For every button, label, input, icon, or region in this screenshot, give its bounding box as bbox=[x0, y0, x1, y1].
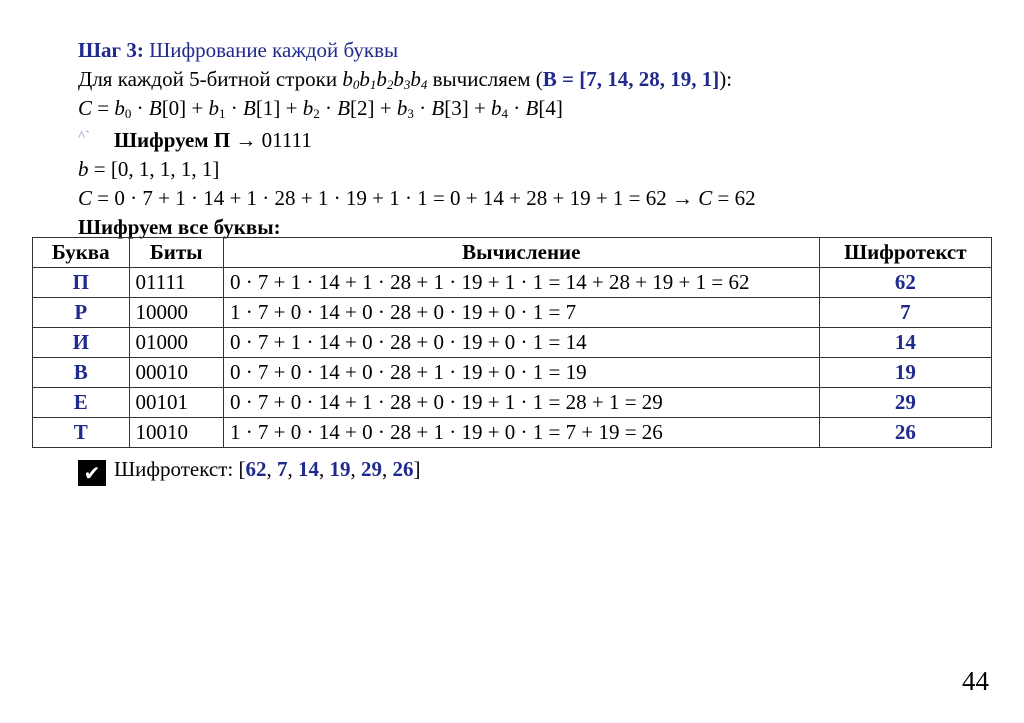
row-bits: 00010 bbox=[129, 358, 223, 388]
row-bits: 10000 bbox=[129, 298, 223, 328]
table-row bbox=[33, 328, 992, 358]
result-value: 26 bbox=[392, 457, 414, 481]
row-cipher: 7 bbox=[819, 298, 991, 328]
row-calc: 1 · 7 + 0 · 14 + 0 · 28 + 0 · 19 + 0 · 1 = 7 bbox=[223, 298, 819, 328]
row-bits: 10010 bbox=[129, 418, 223, 448]
result-value: 29 bbox=[361, 457, 383, 481]
row-letter: П bbox=[33, 268, 130, 298]
step-label: Шаг 3: bbox=[78, 38, 144, 62]
key-vector: B = [7, 14, 28, 19, 1] bbox=[542, 67, 720, 91]
row-cipher: 19 bbox=[819, 358, 991, 388]
table-row bbox=[33, 388, 992, 418]
row-letter: В bbox=[33, 358, 130, 388]
cipher-table bbox=[32, 237, 992, 448]
example-title: Шифруем П bbox=[114, 128, 231, 152]
ciphertext-result: ✔ Шифротекст: [62, 7, 14, 19, 29, 26] bbox=[78, 454, 421, 486]
row-bits: 00101 bbox=[129, 388, 223, 418]
example-c-calc: C = 0 · 7 + 1 · 14 + 1 · 28 + 1 · 19 + 1 · 1 = 0 + 14 + 28 + 19 + 1 = 62 → C = 62 bbox=[78, 186, 756, 210]
result-label: Шифротекст: [ bbox=[114, 457, 246, 481]
check-icon: ✔ bbox=[78, 460, 106, 486]
example-bits: → 01111 bbox=[230, 128, 312, 152]
row-bits: 01000 bbox=[129, 328, 223, 358]
table-row bbox=[33, 358, 992, 388]
row-letter: Р bbox=[33, 298, 130, 328]
bit-string-notation: $b_0b_1b_2b_3b_4$ bbox=[342, 67, 428, 92]
row-calc: 1 · 7 + 0 · 14 + 0 · 28 + 1 · 19 + 0 · 1 = 7 + 19 = 26 bbox=[223, 418, 819, 448]
row-calc: 0 · 7 + 0 · 14 + 0 · 28 + 1 · 19 + 0 · 1 = 19 bbox=[223, 358, 819, 388]
table-row bbox=[33, 418, 992, 448]
row-bits: 01111 bbox=[129, 268, 223, 298]
table-header-row bbox=[33, 238, 992, 268]
page-number: 44 bbox=[962, 666, 989, 696]
header-bits: Биты bbox=[129, 238, 223, 268]
row-calc: 0 · 7 + 1 · 14 + 1 · 28 + 1 · 19 + 1 · 1 = 14 + 28 + 19 + 1 = 62 bbox=[223, 268, 819, 298]
step-heading bbox=[78, 36, 998, 65]
row-cipher: 29 bbox=[819, 388, 991, 418]
row-cipher: 62 bbox=[819, 268, 991, 298]
row-cipher: 14 bbox=[819, 328, 991, 358]
row-cipher: 26 bbox=[819, 418, 991, 448]
result-value: 19 bbox=[329, 457, 351, 481]
table-row bbox=[33, 298, 992, 328]
intro-text-after: вычисляем ( bbox=[427, 67, 543, 91]
result-value: 62 bbox=[245, 457, 267, 481]
cipher-formula: $C = b_0 \cdot B[0] + b_1 \cdot B[1] + b_2 \cdot B[2] + b_3 \cdot B[3] + b_4 \cdot B[4]$ bbox=[78, 96, 563, 121]
header-cipher: Шифротекст bbox=[819, 238, 991, 268]
result-value: 14 bbox=[298, 457, 320, 481]
intro-text-end: ): bbox=[719, 67, 733, 91]
all-letters-title: Шифруем все буквы: bbox=[78, 215, 281, 239]
example-b-vector: b = [0, 1, 1, 1, 1] bbox=[78, 157, 220, 181]
result-close: ] bbox=[413, 457, 421, 481]
row-letter: Т bbox=[33, 418, 130, 448]
row-letter: Е bbox=[33, 388, 130, 418]
example-heading bbox=[78, 123, 998, 155]
row-calc: 0 · 7 + 1 · 14 + 0 · 28 + 0 · 19 + 0 · 1 = 14 bbox=[223, 328, 819, 358]
header-letter: Буква bbox=[33, 238, 130, 268]
table-row bbox=[33, 268, 992, 298]
intro-line bbox=[78, 65, 998, 94]
result-value: 7 bbox=[277, 457, 288, 481]
row-letter: И bbox=[33, 328, 130, 358]
step-title: Шифрование каждой буквы bbox=[143, 38, 399, 62]
slide-content bbox=[78, 36, 998, 242]
intro-text: Для каждой 5-битной строки bbox=[78, 67, 343, 91]
row-calc: 0 · 7 + 0 · 14 + 1 · 28 + 0 · 19 + 1 · 1 = 28 + 1 = 29 bbox=[223, 388, 819, 418]
caret-icon: ^` bbox=[78, 129, 91, 145]
header-calc: Вычисление bbox=[223, 238, 819, 268]
